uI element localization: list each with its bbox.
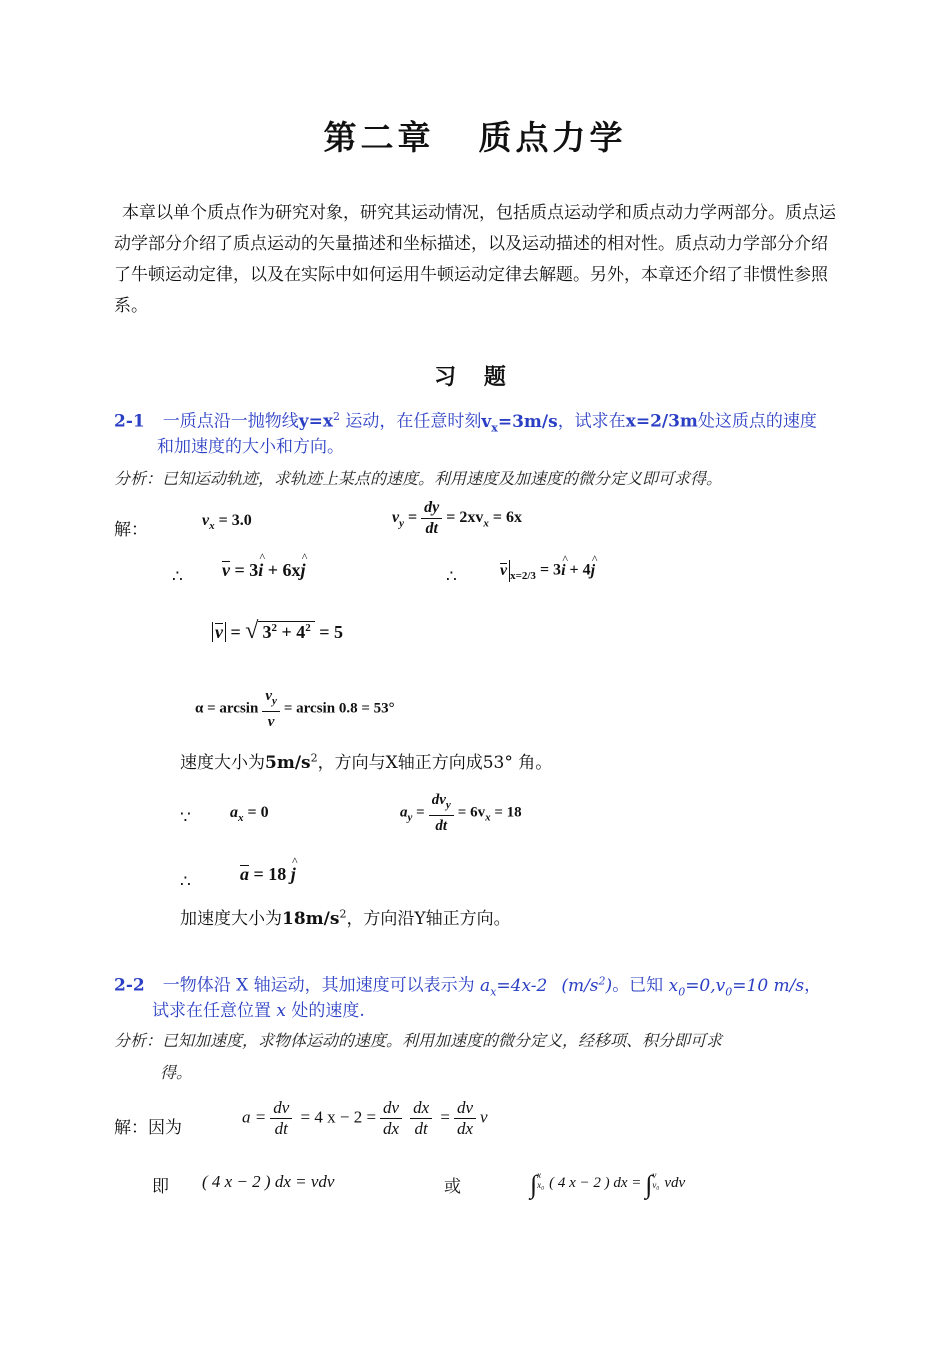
problem-2-2-line1: 2-2 一物体沿 X 轴运动，其加速度可以表示为 $a_x=4x-2$ $(m/s^2)$。已知 $x_0=0,v_0=10$ m/s， xyxy=(114,974,822,999)
eq-ax: $a_x = 0$ xyxy=(230,804,269,825)
therefore-symbol-2: ∴ xyxy=(446,567,457,587)
intro-paragraph: 本章以单个质点作为研究对象，研究其运动情况，包括质点运动学和质点动力学两部分。质点运动学部分介绍了质点运动的矢量描述和坐标描述，以及运动描述的相对性。质点动力学部分介绍了牛顿运动定律，以及在实际中如何运用牛顿运动定律去解题。另外，本章还介绍了非惯性参照系。 xyxy=(114,203,836,316)
or-label: 或 xyxy=(444,1177,461,1197)
solution-label-2: 解：因为 xyxy=(114,1118,182,1138)
problem-2-1-line1: 2-1 一质点沿一抛物线$y=x^2$ 运动，在任意时刻$v_x=3m/s$，试求在x=2/3m处这质点的速度 xyxy=(114,410,817,435)
eq-a-vector: a = 18 ^ j xyxy=(240,864,296,885)
chapter-title xyxy=(0,112,950,159)
chapter-name: 质点力学 xyxy=(478,118,627,157)
speed-result-text: 速度大小为$5m/s^2$，方向与X轴正方向成53° 角。 xyxy=(180,751,553,773)
because-symbol: ∵ xyxy=(180,808,191,828)
eq-ay: $a_y$ = $\frac{dv_y}{dt}$ = $6v_x = 18$ xyxy=(400,792,522,834)
therefore-symbol-3: ∴ xyxy=(180,872,191,892)
chapter-number: 第二章 xyxy=(323,118,435,157)
eq-vy: $v_y$ = $\frac{dy}{dt}$ = $2xv_x = 6x$ xyxy=(392,499,522,537)
eq-a-derivation: a = $\frac{dv}{dt}$ = 4 x − 2 = $\frac{dv}{dx}$ $\frac{dx}{dt}$ = $\frac{dv}{dx}$ v xyxy=(242,1098,488,1138)
eq-v-at-point: v $_{x=2/3}$ = 3^ i + 4^ j xyxy=(500,560,595,582)
eq-alpha: α = arcsin $\frac{v_y}{v}$ = arcsin 0.8 = 53° xyxy=(195,688,395,730)
solution-label-1: 解： xyxy=(114,520,148,540)
problem-2-1-line2: 和加速度的大小和方向。 xyxy=(157,437,344,457)
accel-result-text: 加速度大小为$18m/s^2$，方向沿Y轴正方向。 xyxy=(180,907,511,929)
problem-2-2-analysis-line1: 分析：已知加速度，求物体运动的速度。利用加速度的微分定义，经移项、积分即可求 xyxy=(114,1031,723,1050)
eq-v-vector: v = 3^ i + 6x^ j xyxy=(222,560,306,581)
eq-integral: ∫x x₀ ( 4 x − 2 ) dx = ∫v v₀ vdv xyxy=(530,1170,686,1199)
ji-label: 即 xyxy=(152,1177,169,1197)
problem-2-2-analysis-line2: 得。 xyxy=(160,1063,193,1082)
eq-vx: $v_x = 3.0$ xyxy=(202,512,252,533)
therefore-symbol-1: ∴ xyxy=(172,567,183,587)
problem-2-1-analysis: 分析：已知运动轨迹，求轨迹上某点的速度。利用速度及加速度的微分定义即可求得。 xyxy=(114,469,723,488)
problem-2-2-line2: 试求在任意位置 x 处的速度. xyxy=(152,1001,365,1021)
eq-v-magnitude: v = √ $3^2 + 4^2 = 5$ xyxy=(212,618,343,645)
eq-separated: ( 4 x − 2 ) dx = vdv xyxy=(202,1172,335,1191)
section-title: 习 题 xyxy=(434,364,516,390)
